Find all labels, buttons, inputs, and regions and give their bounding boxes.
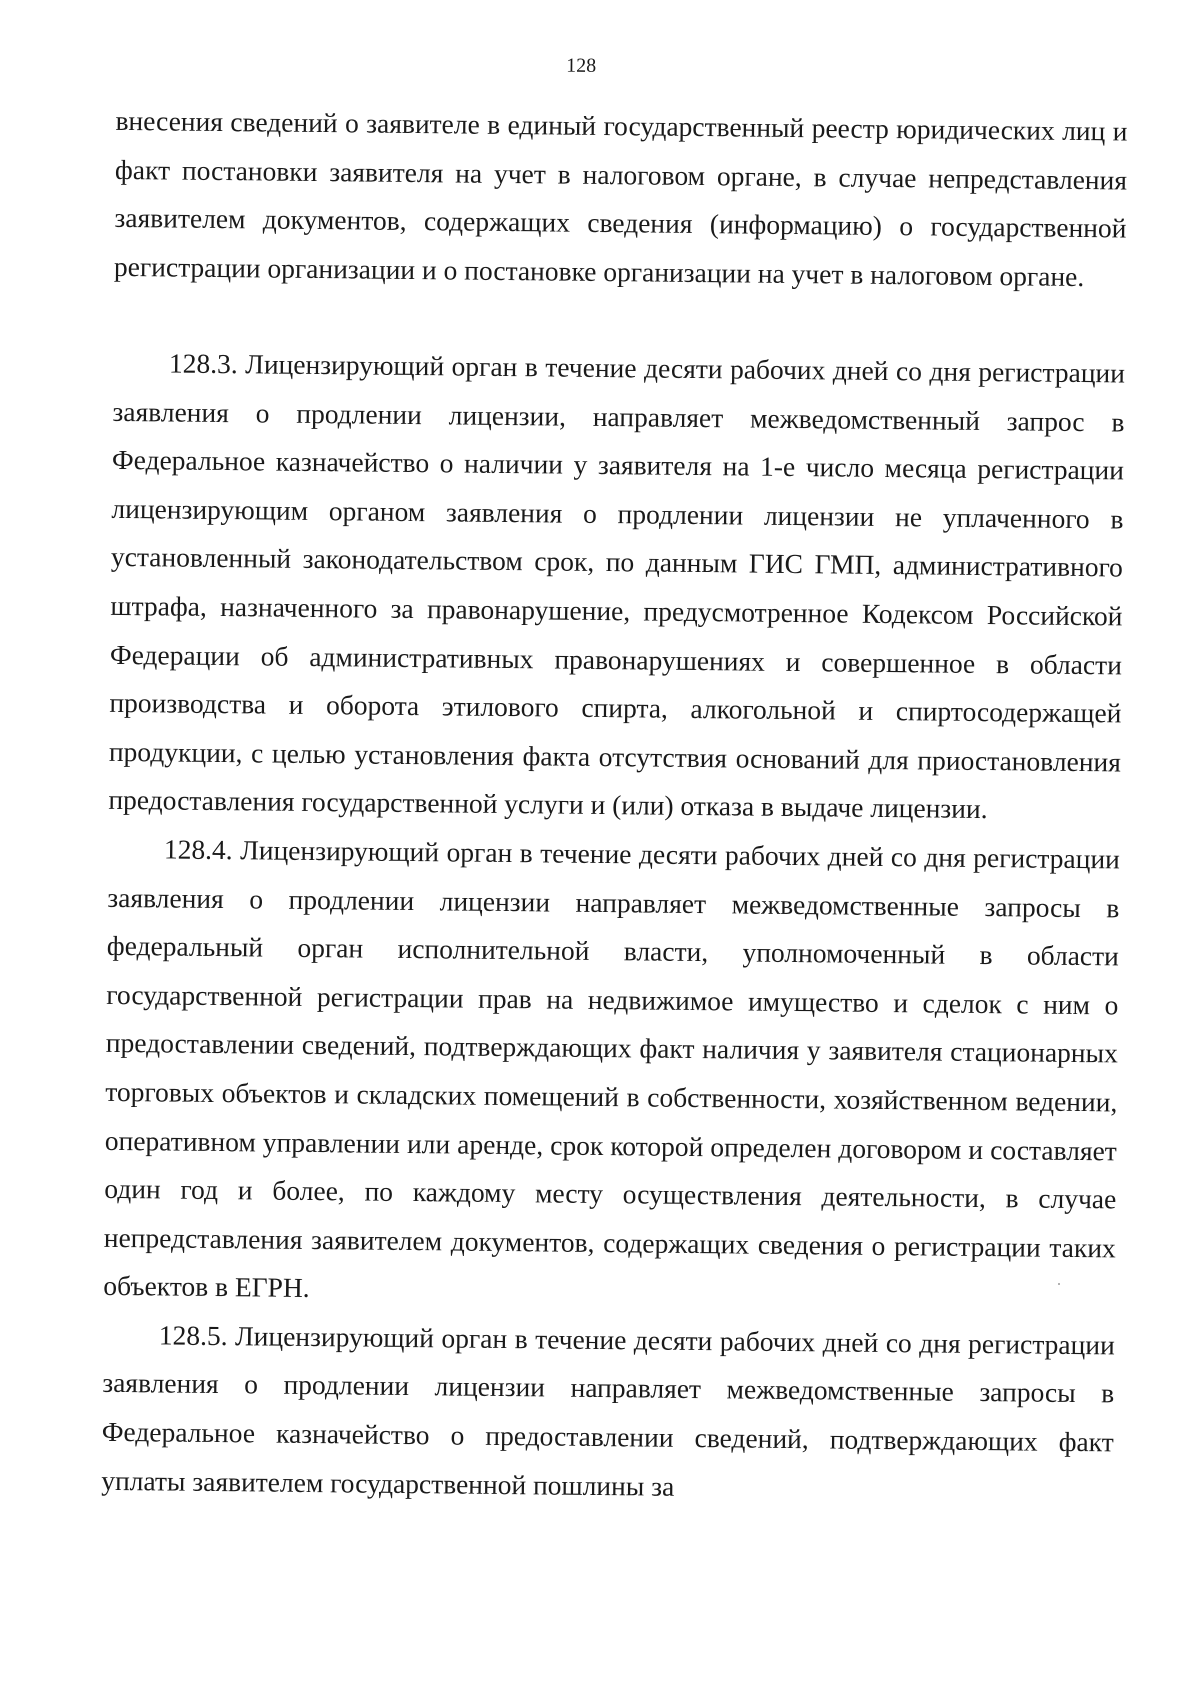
scan-speck (1058, 1283, 1060, 1285)
paragraph-128-5: 128.5. Лицензирующий орган в течение десяти рабочих дней со дня регистрации заявления о продлении лицензии направляет межведомственные запросы в Федеральное казначейство о предоставлении сведений, подтверждающих факт уплаты заявителем государственной пошлины за (101, 1319, 1115, 1502)
paragraph-continuation: внесения сведений о заявителе в единый государственный реестр юридических лиц и факт постановки заявителя на учет в налоговом органе, в случае непредставления заявителем документов, содержащих сведения (информацию) о государственной регистрации организации и о постановке организации на учет в налоговом органе. (113, 104, 1128, 292)
numbered-paragraphs-block (101, 339, 1125, 1516)
continued-paragraph-block (114, 97, 1128, 302)
page-number: 128 (566, 54, 597, 77)
paragraph-128-4: 128.4. Лицензирующий орган в течение десяти рабочих дней со дня регистрации заявления о продлении лицензии направляет межведомственные запросы в федеральный орган исполнительной власти, уполномоченный в области государственной регистрации прав на недвижимое имущество и сделок с ним о предоставлении сведений, подтверждающих факт наличия у заявителя стационарных торговых объектов и складских помещений в собственности, хозяйственном ведении, оперативном управлении или аренде, срок которой определен договором и составляет один год и более, по каждому месту осуществления деятельности, в случае непредставления заявителем документов, содержащих сведения о регистрации таких объектов в ЕГРН. (103, 833, 1121, 1304)
paragraph-128-3: 128.3. Лицензирующий орган в течение десяти рабочих дней со дня регистрации заявления о продлении лицензии, направляет межведомственный запрос в Федеральное казначейство о наличии у заявителя на 1-е число месяца регистрации лицензирующим органом заявления о продлении лицензии не уплаченного в установленный законодательством срок, по данным ГИС ГМП, административного штрафа, назначенного за правонарушение, предусмотренное Кодексом Российской Федерации об административных правонарушениях и совершенное в области производства и оборота этилового спирта, алкогольной и спиртосодержащей продукции, с целью установления факта отсутствия оснований для приостановления предоставления государственной услуги и (или) отказа в выдаче лицензии. (108, 347, 1126, 825)
